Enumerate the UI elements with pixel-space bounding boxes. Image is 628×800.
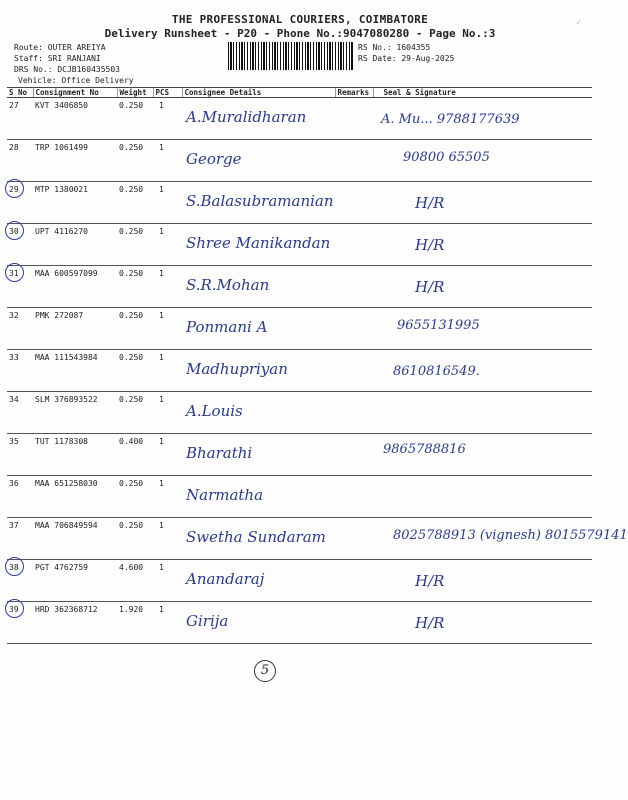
row-pcs: 1 [153,140,182,182]
row-consignment-no: TRP 1061499 [33,140,117,182]
col-consignee-header: Consignee Details [182,88,335,98]
row-sno-text: 30 [9,227,19,236]
row-consignment-no: MAA 706849594 [33,518,117,560]
row-signature-cell [373,560,592,602]
consignee-name: Madhupriyan [186,360,288,378]
consignee-name: Shree Manikandan [186,234,331,252]
row-sno [7,602,33,644]
row-weight: 0.250 [117,140,153,182]
row-consignee-cell [182,518,335,560]
col-remarks-header: Remarks [335,88,373,98]
row-sno [7,560,33,602]
row-consignment-no: KVT 3406850 [33,98,117,140]
row-weight: 4.600 [117,560,153,602]
signature-text: A. Mu... 9788177639 [381,112,520,127]
table-row [7,434,592,476]
barcode-image [228,42,353,70]
row-sno-text: 29 [9,185,19,194]
table-row [7,392,592,434]
row-signature-cell [373,518,628,560]
row-sno-text: 32 [9,311,19,320]
consignee-name: Swetha Sundaram [186,528,326,546]
row-consignment-no: MTP 1380021 [33,182,117,224]
row-remarks-cell [335,140,373,182]
row-pcs: 1 [153,434,182,476]
row-consignment-no: UPT 4116270 [33,224,117,266]
runsheet-meta-left [14,42,134,86]
row-sno [7,182,33,224]
row-consignee-cell [182,140,335,182]
table-row [7,182,592,224]
row-consignee-cell [182,434,335,476]
row-signature-cell [373,98,592,140]
company-title: THE PROFESSIONAL COURIERS, COIMBATORE [171,13,429,26]
row-sno [7,224,33,266]
row-sno-text: 38 [9,563,19,572]
row-sno-text: 31 [9,269,19,278]
col-signature-header: Seal & Signature [373,88,592,98]
row-signature-cell [373,224,592,266]
consignee-name: George [186,150,242,168]
row-weight: 0.250 [117,308,153,350]
signature-text: H/R [415,236,445,254]
row-remarks-cell [335,350,373,392]
col-sno-header: S No [7,88,33,98]
col-pcs-header: PCS [153,88,182,98]
row-pcs: 1 [153,350,182,392]
row-pcs: 1 [153,560,182,602]
row-signature-cell [373,308,592,350]
row-remarks-cell [335,434,373,476]
row-sno [7,434,33,476]
row-sno-text: 33 [9,353,19,362]
row-consignee-cell [182,266,335,308]
row-remarks-cell [335,182,373,224]
row-weight: 0.250 [117,350,153,392]
consignee-name: Narmatha [186,486,264,504]
consignee-name: Anandaraj [186,570,265,588]
consignee-name: A.Muralidharan [186,108,307,126]
table-header-row [7,88,592,98]
row-consignment-no: MAA 111543984 [33,350,117,392]
row-remarks-cell [335,602,373,644]
circle-mark [5,221,24,240]
row-weight: 0.250 [117,476,153,518]
row-pcs: 1 [153,518,182,560]
col-consignment-header: Consignment No [33,88,117,98]
drs-text: DRS No.: DCJB160435503 [14,65,120,74]
row-weight: 0.250 [117,224,153,266]
rs-date-text: RS Date: 29-Aug-2025 [358,54,455,63]
signature-text: 9865788816 [383,442,466,457]
runsheet-subtitle: Delivery Runsheet - P20 - Phone No.:9047080280 - Page No.:3 [104,27,496,40]
row-remarks-cell [335,98,373,140]
table-row [7,308,592,350]
row-sno [7,98,33,140]
row-consignee-cell [182,308,335,350]
row-consignee-cell [182,476,335,518]
row-sno [7,266,33,308]
row-consignment-no: MAA 651258030 [33,476,117,518]
row-remarks-cell [335,308,373,350]
row-pcs: 1 [153,602,182,644]
row-consignee-cell [182,392,335,434]
row-signature-cell [373,266,592,308]
row-signature-cell [373,392,592,434]
table-row [7,266,592,308]
row-sno-text: 37 [9,521,19,530]
consignee-name: S.Balasubramanian [186,192,334,210]
staff-text: Staff: SRI RANJANI [14,54,101,63]
row-pcs: 1 [153,308,182,350]
consignee-name: Girija [186,612,229,630]
table-row [7,224,592,266]
row-remarks-cell [335,266,373,308]
row-weight: 0.250 [117,98,153,140]
signature-text: H/R [415,194,445,212]
margin-mark: ✓ [576,18,582,28]
row-consignment-no: MAA 600597099 [33,266,117,308]
row-remarks-cell [335,518,373,560]
signature-text: 8610816549. [393,364,480,379]
row-consignee-cell [182,350,335,392]
runsheet-meta-right [358,42,454,64]
row-sno [7,392,33,434]
circle-mark [5,557,24,576]
row-pcs: 1 [153,98,182,140]
row-consignee-cell [182,602,335,644]
consignee-name: S.R.Mohan [186,276,270,294]
table-row [7,476,592,518]
row-signature-cell [373,182,592,224]
table-row [7,98,592,140]
row-remarks-cell [335,560,373,602]
row-pcs: 1 [153,182,182,224]
row-consignee-cell [182,224,335,266]
row-consignment-no: PGT 4762759 [33,560,117,602]
row-weight: 0.250 [117,518,153,560]
row-weight: 1.920 [117,602,153,644]
signature-text: 90800 65505 [403,150,490,165]
signature-text: H/R [415,614,445,632]
signature-text: 9655131995 [397,318,480,333]
row-consignment-no: HRD 362368712 [33,602,117,644]
row-signature-cell [373,476,592,518]
row-signature-cell [373,434,592,476]
row-sno-text: 35 [9,437,19,446]
row-consignment-no: TUT 1178308 [33,434,117,476]
consignee-name: A.Louis [186,402,243,420]
row-weight: 0.250 [117,182,153,224]
row-pcs: 1 [153,392,182,434]
table-row [7,350,592,392]
circle-mark [5,599,24,618]
row-consignment-no: SLM 376893522 [33,392,117,434]
row-sno [7,476,33,518]
row-weight: 0.250 [117,266,153,308]
row-remarks-cell [335,392,373,434]
row-consignee-cell [182,98,335,140]
consignee-name: Ponmani A [186,318,268,336]
row-sno-text: 27 [9,101,19,110]
row-sno [7,518,33,560]
signature-text: H/R [415,278,445,296]
row-sno-text: 39 [9,605,19,614]
page-number: 5 [254,660,276,682]
row-remarks-cell [335,476,373,518]
row-signature-cell [373,602,592,644]
row-sno [7,308,33,350]
runsheet-table [7,87,628,644]
row-sno [7,140,33,182]
consignee-name: Bharathi [186,444,253,462]
table-row [7,560,592,602]
row-pcs: 1 [153,476,182,518]
row-consignee-cell [182,182,335,224]
row-consignment-no: PMK 272087 [33,308,117,350]
circle-mark [5,179,24,198]
route-text: Route: OUTER AREIYA [14,43,106,52]
row-pcs: 1 [153,224,182,266]
row-consignee-cell [182,560,335,602]
row-signature-cell [373,350,592,392]
row-signature-cell [373,140,592,182]
row-weight: 0.400 [117,434,153,476]
row-weight: 0.250 [117,392,153,434]
circle-mark [5,263,24,282]
row-sno [7,350,33,392]
table-row [7,140,592,182]
table-row [7,602,592,644]
col-weight-header: Weight [117,88,153,98]
table-row [7,518,592,560]
row-sno-text: 34 [9,395,19,404]
rs-number-text: RS No.: 1604355 [358,43,431,52]
row-remarks-cell [335,224,373,266]
signature-text: H/R [415,572,445,590]
signature-text: 8025788913 (vignesh) 8015579141 [393,528,628,543]
row-sno-text: 28 [9,143,19,152]
row-sno-text: 36 [9,479,19,488]
row-pcs: 1 [153,266,182,308]
vehicle-text: Vehicle: Office Delivery [18,76,134,85]
